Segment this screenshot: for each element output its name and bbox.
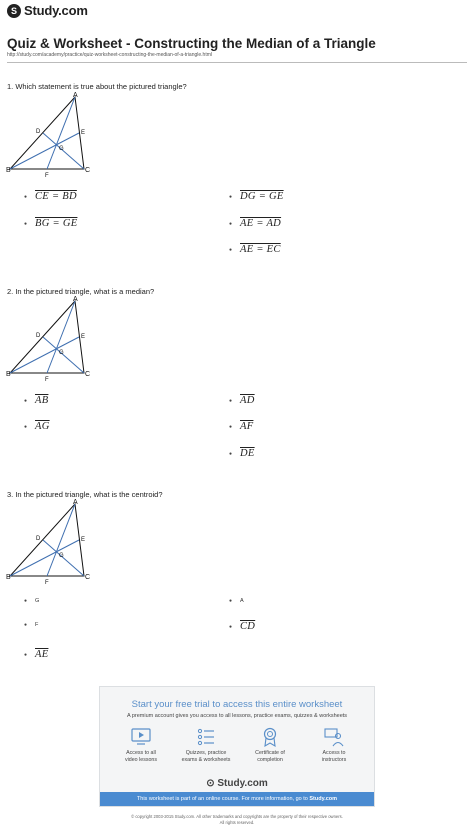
radio-icon[interactable]: ● — [24, 651, 28, 658]
promo-headline[interactable]: Start your free trial to access this entire worksheet — [131, 699, 343, 710]
svg-text:D: D — [36, 333, 41, 339]
svg-text:B: B — [6, 371, 11, 378]
q1-option-2[interactable] — [229, 191, 284, 202]
radio-icon[interactable]: ● — [229, 220, 233, 227]
promo-info-bar[interactable] — [100, 792, 374, 806]
svg-text:B: B — [6, 167, 11, 174]
feature-line-2: completion — [257, 757, 283, 763]
radio-icon[interactable]: ● — [229, 450, 233, 457]
svg-text:F: F — [45, 377, 49, 383]
option-text: BG = GE — [35, 218, 78, 229]
svg-text:F: F — [45, 580, 49, 586]
option-text: DG = GE — [240, 191, 284, 202]
page-url: http://study.com/academy/practice/quiz-worksheet-constructing-the-median-of-a-triangle.html — [7, 52, 212, 58]
promo-bar-text: This worksheet is part of an online course. For more information, go to — [136, 796, 308, 802]
q2-option-3[interactable] — [24, 421, 50, 432]
q1-option-5[interactable] — [229, 244, 281, 255]
radio-icon[interactable]: ● — [24, 423, 28, 430]
option-text: CE = BD — [35, 191, 77, 202]
q2-option-4[interactable] — [229, 421, 253, 432]
question-3-text: 3. In the pictured triangle, what is the centroid? — [7, 490, 163, 499]
q3-option-5[interactable] — [24, 649, 48, 660]
q3-option-3[interactable] — [24, 622, 38, 628]
q1-option-1[interactable] — [24, 191, 77, 202]
option-text: AE = AD — [240, 218, 282, 229]
page-title: Quiz & Worksheet - Constructing the Median of a Triangle — [7, 36, 376, 51]
feature-line-2: video lessons — [124, 757, 158, 763]
copyright-line-1: © copyright 2003-2015 Study.com. All other trademarks and copyrights are the property of their respective owners. — [131, 814, 343, 819]
svg-text:G: G — [59, 350, 64, 356]
svg-text:A: A — [73, 499, 78, 506]
option-text: G — [35, 598, 40, 604]
video-lesson-icon — [130, 727, 152, 747]
promo-logo-text: Study.com — [217, 778, 268, 789]
q1-option-3[interactable] — [24, 218, 77, 229]
instructor-icon — [323, 727, 345, 747]
svg-text:E: E — [81, 537, 86, 543]
feature-certificate — [240, 727, 300, 764]
radio-icon[interactable]: ● — [24, 622, 28, 628]
promo-bar-link[interactable]: Study.com — [309, 796, 338, 802]
option-text: $\overline{AF}$ — [240, 421, 254, 432]
triangle-figure-3 — [6, 499, 93, 586]
option-text: $\overline{DE}$ — [240, 448, 255, 459]
q3-option-4[interactable] — [229, 621, 255, 632]
svg-text:G: G — [59, 553, 64, 559]
triangle-figure-1 — [6, 92, 93, 179]
radio-icon[interactable]: ● — [229, 397, 233, 404]
svg-text:E: E — [81, 334, 86, 340]
option-text: $\overline{AB}$ — [35, 395, 49, 406]
svg-text:A: A — [73, 296, 78, 303]
feature-line-2: exams & worksheets — [181, 757, 231, 763]
svg-text:C: C — [85, 371, 91, 378]
feature-line-1: Certificate of — [255, 750, 285, 756]
q3-option-1[interactable] — [24, 598, 39, 604]
svg-text:D: D — [36, 536, 41, 542]
feature-line-2: instructors — [321, 757, 347, 763]
svg-text:G: G — [59, 146, 64, 152]
radio-icon[interactable]: ● — [229, 246, 233, 253]
radio-icon[interactable]: ● — [229, 598, 233, 604]
question-1-text: 1. Which statement is true about the pictured triangle? — [7, 82, 187, 91]
logo-circle-icon: ⊙ — [206, 778, 215, 789]
study-logo — [7, 3, 88, 18]
q2-option-2[interactable] — [229, 395, 255, 406]
option-text: $\overline{AE}$ — [35, 649, 49, 660]
q3-option-2[interactable] — [229, 598, 244, 604]
feature-quizzes — [176, 727, 236, 764]
option-text: $\overline{AD}$ — [240, 395, 255, 406]
free-trial-promo[interactable] — [99, 686, 375, 807]
logo-mark-icon: S — [7, 4, 21, 18]
feature-line-1: Quizzes, practice — [185, 750, 227, 756]
copyright-footer — [0, 814, 474, 826]
triangle-figure-2 — [6, 296, 93, 383]
radio-icon[interactable]: ● — [229, 193, 233, 200]
option-text: F — [35, 622, 39, 628]
svg-text:F: F — [45, 173, 49, 179]
q1-option-4[interactable] — [229, 218, 281, 229]
option-text: $\overline{AG}$ — [35, 421, 50, 432]
title-divider — [7, 62, 467, 63]
radio-icon[interactable]: ● — [24, 220, 28, 227]
certificate-icon — [259, 727, 281, 747]
promo-subline: A premium account gives you access to all lessons, practice exams, quizzes & worksheets — [126, 713, 348, 719]
copyright-line-2: All rights reserved. — [219, 820, 255, 825]
option-text: AE = EC — [240, 244, 281, 255]
radio-icon[interactable]: ● — [24, 397, 28, 404]
svg-text:A: A — [73, 92, 78, 99]
q2-option-5[interactable] — [229, 448, 255, 459]
svg-text:B: B — [6, 574, 11, 581]
svg-text:D: D — [36, 129, 41, 135]
svg-text:E: E — [81, 130, 86, 136]
question-2-text: 2. In the pictured triangle, what is a median? — [7, 287, 155, 296]
q2-option-1[interactable] — [24, 395, 48, 406]
radio-icon[interactable]: ● — [24, 193, 28, 200]
logo-text: Study.com — [24, 3, 88, 18]
svg-text:C: C — [85, 167, 91, 174]
option-text: $\overline{CD}$ — [240, 621, 256, 632]
feature-line-1: Access to all — [126, 750, 156, 756]
promo-logo — [100, 778, 374, 789]
quiz-list-icon — [195, 727, 217, 747]
feature-video-lessons — [111, 727, 171, 764]
feature-line-1: Access to — [322, 750, 346, 756]
radio-icon[interactable]: ● — [229, 623, 233, 630]
radio-icon[interactable]: ● — [229, 423, 233, 430]
option-text: A — [240, 598, 244, 604]
svg-text:C: C — [85, 574, 91, 581]
feature-instructors — [304, 727, 364, 764]
radio-icon[interactable]: ● — [24, 598, 28, 604]
